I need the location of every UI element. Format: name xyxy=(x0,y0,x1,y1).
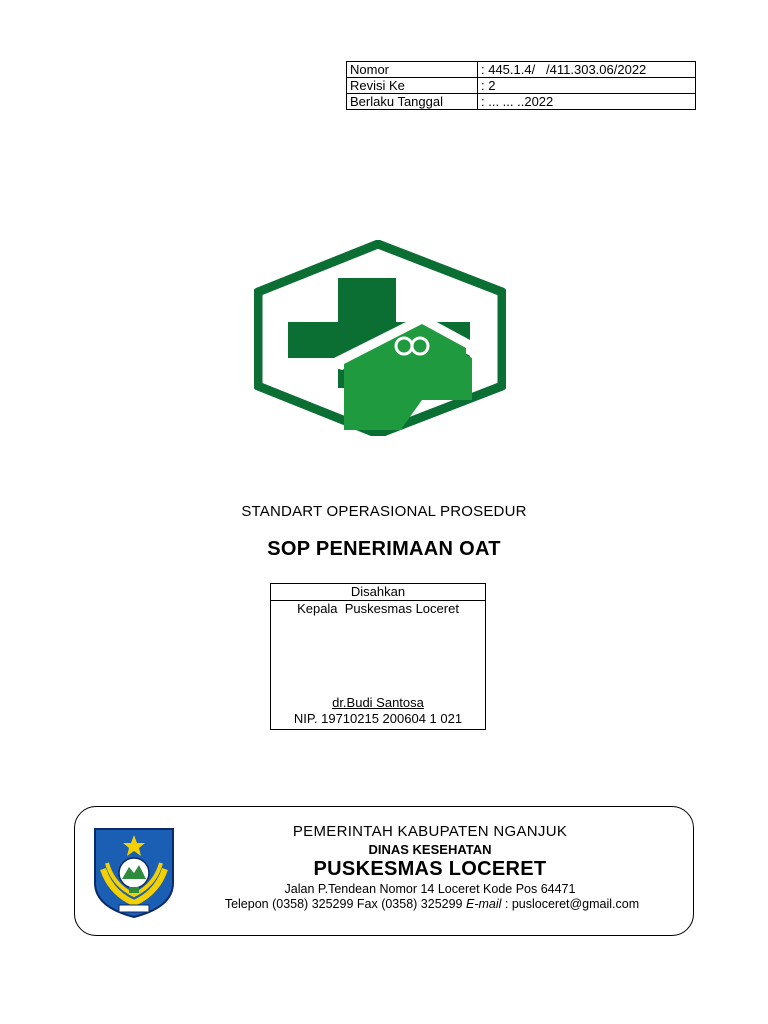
letterhead-government: PEMERINTAH KABUPATEN NGANJUK xyxy=(292,823,568,840)
approval-signatory-name xyxy=(271,695,485,710)
approval-heading: Disahkan xyxy=(271,584,485,601)
letterhead-contact xyxy=(175,897,689,911)
letterhead-address: Jalan P.Tendean Nomor 14 Loceret Kode Pos 64471 xyxy=(284,882,576,896)
kabupaten-emblem-icon xyxy=(91,823,177,919)
letterhead-email-label: E-mail xyxy=(465,897,502,911)
doc-info-label: Revisi Ke xyxy=(347,78,478,94)
doc-info-value: : 2 xyxy=(478,78,696,94)
approval-nip: NIP. 19710215 200604 1 021 xyxy=(293,711,463,726)
letterhead-email: : pusloceret@gmail.com xyxy=(501,897,640,911)
doc-info-label: Berlaku Tanggal xyxy=(347,94,478,110)
letterhead-institution-name: PUSKESMAS LOCERET xyxy=(313,858,547,880)
doc-info-row-berlaku xyxy=(347,94,696,110)
doc-info-row-revisi xyxy=(347,78,696,94)
letterhead-department: DINAS KESEHATAN xyxy=(368,842,492,857)
approval-role: Kepala Puskesmas Loceret xyxy=(297,601,459,616)
letterhead-phone: Telepon (0358) 325299 Fax (0358) 325299 xyxy=(224,897,466,911)
doc-info-value: : 445.1.4/ /411.303.06/2022 xyxy=(478,62,696,78)
sop-title: SOP PENERIMAAN OAT xyxy=(267,538,501,560)
letterhead xyxy=(74,806,694,936)
doc-info-row-nomor xyxy=(347,62,696,78)
puskesmas-logo-icon xyxy=(254,240,506,436)
signatory-name-text: dr.Budi Santosa xyxy=(332,695,424,710)
document-info-table xyxy=(346,61,696,110)
approval-box xyxy=(270,583,486,730)
sop-subtitle: STANDART OPERASIONAL PROSEDUR xyxy=(241,503,527,520)
doc-info-label: Nomor xyxy=(347,62,478,78)
doc-info-value: : ... ... ..2022 xyxy=(478,94,696,110)
